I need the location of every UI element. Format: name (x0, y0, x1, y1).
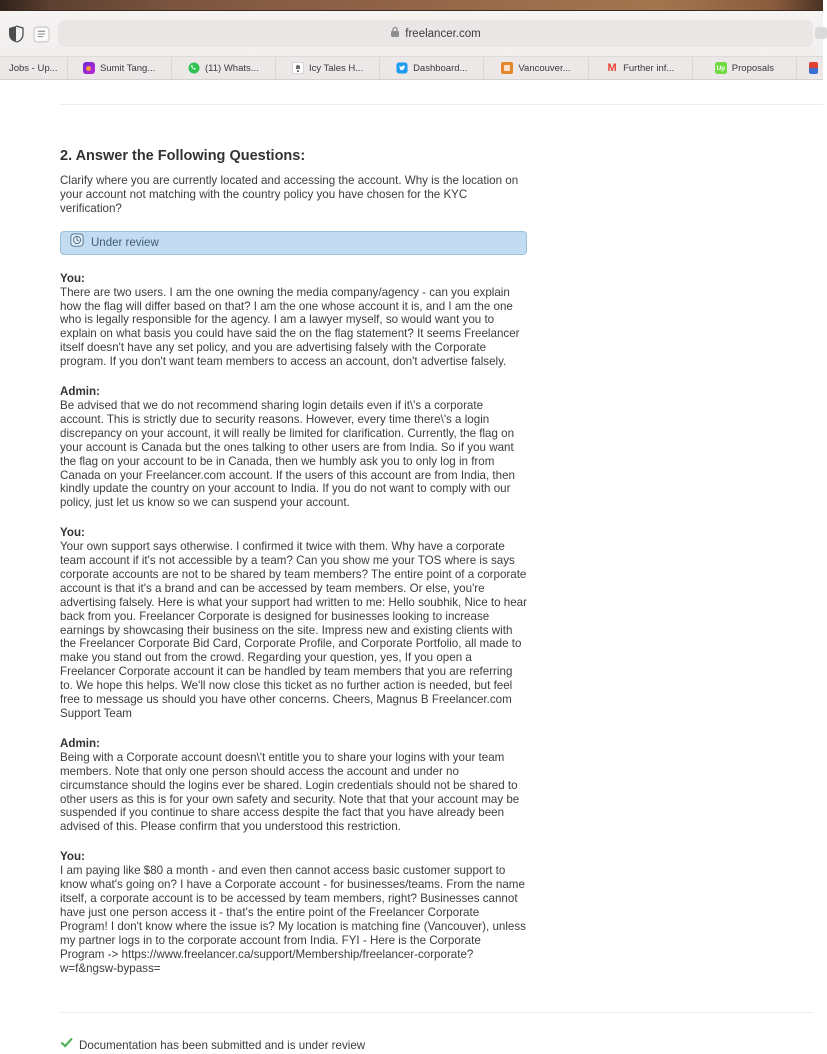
tab-label: Further inf... (623, 62, 675, 74)
browser-tab[interactable] (0, 57, 68, 79)
message-text: Being with a Corporate account doesn\'t entitle you to share your logins with your team members. Note that only one person should access the account and under no circumstance should the logins ever be shared. Login credentials should not be shared to other users as this is for your own safety and security. Note that that your account may be suspended if you continue to share access despite the fact that you have already been advised of this. Please confirm that you understood this restriction. (60, 750, 520, 834)
section-heading: 2. Answer the Following Questions: (60, 148, 306, 164)
message-text: Your own support says otherwise. I confirmed it twice with them. Why have a corporate team account if it's not accessible by a team? Can you show me your TOS where is says corporate accounts are not to be shared by team members? The entire point of a corporate account is that it's a brand and can be accessed by team members. Or else, you're advertising falsely. Here is what your support had written to me: Hello soubhik, Nice to hear back from you. Freelancer Corporate is designed for businesses looking to increase earnings by showcasing their business on the site. Impress new and existing clients with the Freelancer Corporate Bid Card, Corporate Profile, and Corporate Portfolio, all made to make you stand out from the crowd. Regarding your question, yes, If you open a Freelancer Corporate account it can be handled by team members that you are referring to. We hope this helps. We'll now close this ticket as no further action is needed, but feel free to message us should you have other concerns. Cheers, Magnus B Freelancer.com Support Team (60, 540, 527, 720)
conversation-message (60, 737, 527, 834)
conversation-message (60, 850, 527, 975)
browser-tab[interactable] (68, 57, 172, 79)
message-text: I am paying like $80 a month - and even then cannot access basic customer support to know what's going on? I have a Corporate account - for businesses/teams. From the name itself, a corporate account is to be accessed by team members, right? Businesses cannot have just one person access it - that's the entire point of the Freelancer Corporate Program! I don't know where the issue is? My location is matching fine (Vancouver), unless my partner logs in to the corporate account from India. FYI - Here is the Corporate Program -> https://www.freelancer.ca/support/Membership/freelancer-corporate?w=f&ngsw-bypass= (60, 864, 526, 975)
browser-tab[interactable] (276, 57, 380, 79)
tab-label: Dashboard... (413, 62, 468, 74)
tab-label: Vancouver... (518, 62, 571, 74)
lock-icon (390, 25, 400, 43)
upwork-icon (715, 62, 727, 74)
message-speaker: You: (60, 526, 85, 540)
conversation-message (60, 526, 527, 721)
tab-label: Sumit Tang... (99, 62, 156, 74)
macos-menubar-strip (0, 0, 823, 11)
browser-tab[interactable] (589, 57, 693, 79)
sumit-app-icon (83, 62, 95, 74)
page-content (0, 104, 823, 1052)
message-speaker: Admin: (60, 736, 100, 750)
message-list (60, 272, 527, 976)
bottom-divider (60, 1012, 813, 1013)
tab-label: Jobs - Up... (8, 62, 58, 74)
url-text: freelancer.com (405, 27, 481, 40)
browser-tab[interactable] (693, 57, 797, 79)
browser-tab[interactable] (172, 57, 276, 79)
message-speaker: Admin: (60, 385, 100, 399)
footer-status-text: Documentation has been submitted and is under review (79, 1038, 366, 1052)
check-icon (60, 1036, 73, 1054)
vancouver-icon (501, 62, 513, 74)
footer-status (60, 1036, 823, 1054)
address-bar[interactable] (58, 20, 813, 47)
status-badge-label: Under review (91, 236, 159, 249)
message-speaker: You: (60, 271, 85, 285)
tab-label: (11) Whats... (204, 62, 259, 74)
tab-label: Proposals (731, 62, 775, 74)
browser-toolbar (0, 11, 823, 56)
status-badge (60, 231, 527, 255)
gmail-icon (606, 62, 618, 74)
browser-tab[interactable] (484, 57, 588, 79)
clock-icon (70, 233, 84, 252)
twitter-icon (396, 62, 408, 74)
message-speaker: You: (60, 850, 85, 864)
tab-label: Icy Tales H... (308, 62, 364, 74)
whatsapp-icon (188, 62, 200, 74)
browser-tab[interactable] (797, 57, 823, 79)
conversation-message (60, 272, 527, 369)
share-icon[interactable] (815, 27, 827, 39)
privacy-shield-icon[interactable] (7, 25, 25, 43)
question-text: Clarify where you are currently located and accessing the account. Why is the location on your account not matching with the country policy you have chosen for the KYC verification? (60, 174, 519, 215)
reader-view-icon[interactable] (32, 25, 50, 43)
message-text: Be advised that we do not recommend sharing login details even if it\'s a corporate account. This is strictly due to security reasons. However, every time there\'s a login discrepancy on your account, it will really be limited for clarification. Currently, the flag on your account is Canada but the ones talking to other users are from India. So if you want the flag on your account to be in Canada, then we humbly ask you to only log in from Canada on your Freelancer.com account. If the users of this account are from India, then kindly update the country on your account to India. If you do not want to comply with our policy, just let us know so we can suspend your account. (60, 398, 515, 510)
top-divider (60, 104, 823, 105)
message-text: There are two users. I am the one owning the media company/agency - can you explain how the flag will differ based on that? I am the one whose account it is, and I am the one who is legally responsible for the agency. I am a lawyer myself, so would want you to explain on what basis you could have said the on the flag statement? It seems Freelancer itself doesn't have any set policy, and you are advertising falsely with the Corporate program. If you don't want team members to access an account, don't advertise falsely. (60, 285, 520, 369)
browser-tab[interactable] (380, 57, 484, 79)
partial-icon (809, 62, 818, 74)
conversation-message (60, 385, 527, 510)
icytales-icon (292, 62, 304, 74)
tab-bar (0, 56, 823, 80)
